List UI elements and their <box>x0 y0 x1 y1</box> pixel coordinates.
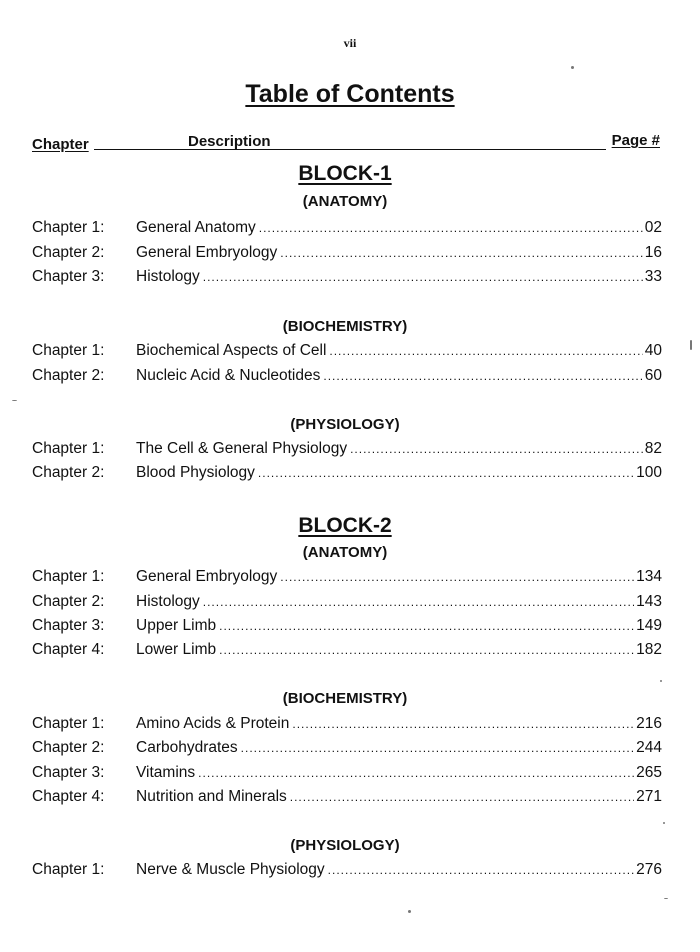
chapter-number: Chapter 1: <box>32 861 105 878</box>
chapter-title: General Embryology <box>136 568 278 585</box>
dot-leader <box>292 717 634 731</box>
page-ref: 40 <box>644 342 662 359</box>
page-ref: 82 <box>644 440 662 457</box>
page-ref: 265 <box>636 764 662 781</box>
dot-leader <box>241 741 634 755</box>
chapter-number: Chapter 1: <box>32 440 105 457</box>
dot-leader <box>328 863 634 877</box>
toc-row[interactable] <box>32 641 662 661</box>
scan-speck <box>571 66 574 69</box>
chapter-number: Chapter 3: <box>32 617 105 634</box>
dot-leader <box>219 619 634 633</box>
dot-leader <box>323 369 642 383</box>
scan-speck <box>663 822 665 824</box>
chapter-title: General Embryology <box>136 244 278 261</box>
page-ref: 216 <box>636 715 662 732</box>
page-ref: 16 <box>644 244 662 261</box>
page-ref: 100 <box>636 464 662 481</box>
chapter-number: Chapter 4: <box>32 641 105 658</box>
chapter-title: Histology <box>136 268 200 285</box>
chapter-number: Chapter 2: <box>32 593 105 610</box>
subject-heading: (BIOCHEMISTRY) <box>282 690 408 707</box>
dot-leader <box>219 643 634 657</box>
page-ref: 02 <box>644 219 662 236</box>
dot-leader <box>329 344 642 358</box>
chapter-number: Chapter 1: <box>32 342 105 359</box>
chapter-title: Nerve & Muscle Physiology <box>136 861 325 878</box>
toc-row[interactable] <box>32 268 662 288</box>
page-ref: 244 <box>636 739 662 756</box>
toc-row[interactable] <box>32 715 662 735</box>
chapter-number: Chapter 3: <box>32 764 105 781</box>
page-ref: 33 <box>644 268 662 285</box>
dot-leader <box>280 246 642 260</box>
toc-row[interactable] <box>32 617 662 637</box>
chapter-number: Chapter 1: <box>32 715 105 732</box>
page-title: Table of Contents <box>245 80 455 108</box>
page-ref: 271 <box>636 788 662 805</box>
chapter-title: Histology <box>136 593 200 610</box>
chapter-number: Chapter 2: <box>32 244 105 261</box>
toc-header <box>32 132 662 152</box>
toc-row[interactable] <box>32 464 662 484</box>
dot-leader <box>258 466 634 480</box>
header-description: Description <box>188 133 271 150</box>
chapter-title: Vitamins <box>136 764 196 781</box>
toc-row[interactable] <box>32 861 662 881</box>
dot-leader <box>198 766 634 780</box>
block-heading: BLOCK-1 <box>298 162 392 185</box>
chapter-title: Biochemical Aspects of Cell <box>136 342 327 359</box>
chapter-title: Blood Physiology <box>136 464 255 481</box>
dot-leader <box>203 270 643 284</box>
scan-speck <box>664 898 668 899</box>
chapter-title: The Cell & General Physiology <box>136 440 348 457</box>
chapter-number: Chapter 1: <box>32 219 105 236</box>
chapter-title: General Anatomy <box>136 219 256 236</box>
toc-row[interactable] <box>32 788 662 808</box>
chapter-number: Chapter 2: <box>32 367 105 384</box>
scan-speck <box>12 400 17 401</box>
chapter-title: Upper Limb <box>136 617 217 634</box>
subject-heading: (PHYSIOLOGY) <box>290 837 400 854</box>
header-page: Page # <box>611 132 660 149</box>
block-heading: BLOCK-2 <box>298 514 392 537</box>
chapter-title: Amino Acids & Protein <box>136 715 290 732</box>
chapter-number: Chapter 4: <box>32 788 105 805</box>
toc-row[interactable] <box>32 367 662 387</box>
toc-row[interactable] <box>32 440 662 460</box>
page-ref: 60 <box>644 367 662 384</box>
chapter-number: Chapter 2: <box>32 739 105 756</box>
toc-row[interactable] <box>32 244 662 264</box>
chapter-title: Carbohydrates <box>136 739 238 756</box>
dot-leader <box>280 570 634 584</box>
page-ref: 182 <box>636 641 662 658</box>
page-ref: 149 <box>636 617 662 634</box>
toc-row[interactable] <box>32 568 662 588</box>
chapter-title: Nutrition and Minerals <box>136 788 287 805</box>
scan-speck <box>690 340 692 350</box>
chapter-title: Nucleic Acid & Nucleotides <box>136 367 321 384</box>
dot-leader <box>203 595 634 609</box>
scan-speck <box>660 680 662 682</box>
toc-row[interactable] <box>32 342 662 362</box>
toc-row[interactable] <box>32 593 662 613</box>
chapter-number: Chapter 3: <box>32 268 105 285</box>
page-ref: 276 <box>636 861 662 878</box>
dot-leader <box>290 790 634 804</box>
chapter-number: Chapter 2: <box>32 464 105 481</box>
dot-leader <box>259 221 643 235</box>
scan-speck <box>408 910 411 913</box>
subject-heading: (ANATOMY) <box>302 193 388 210</box>
chapter-number: Chapter 1: <box>32 568 105 585</box>
header-chapter: Chapter <box>32 136 89 153</box>
toc-row[interactable] <box>32 764 662 784</box>
page-ref: 134 <box>636 568 662 585</box>
header-rule <box>94 149 606 150</box>
page-number: vii <box>343 36 357 50</box>
toc-row[interactable] <box>32 219 662 239</box>
subject-heading: (PHYSIOLOGY) <box>290 416 400 433</box>
dot-leader <box>350 442 643 456</box>
page-ref: 143 <box>636 593 662 610</box>
chapter-title: Lower Limb <box>136 641 217 658</box>
subject-heading: (BIOCHEMISTRY) <box>282 318 408 335</box>
toc-row[interactable] <box>32 739 662 759</box>
subject-heading: (ANATOMY) <box>302 544 388 561</box>
